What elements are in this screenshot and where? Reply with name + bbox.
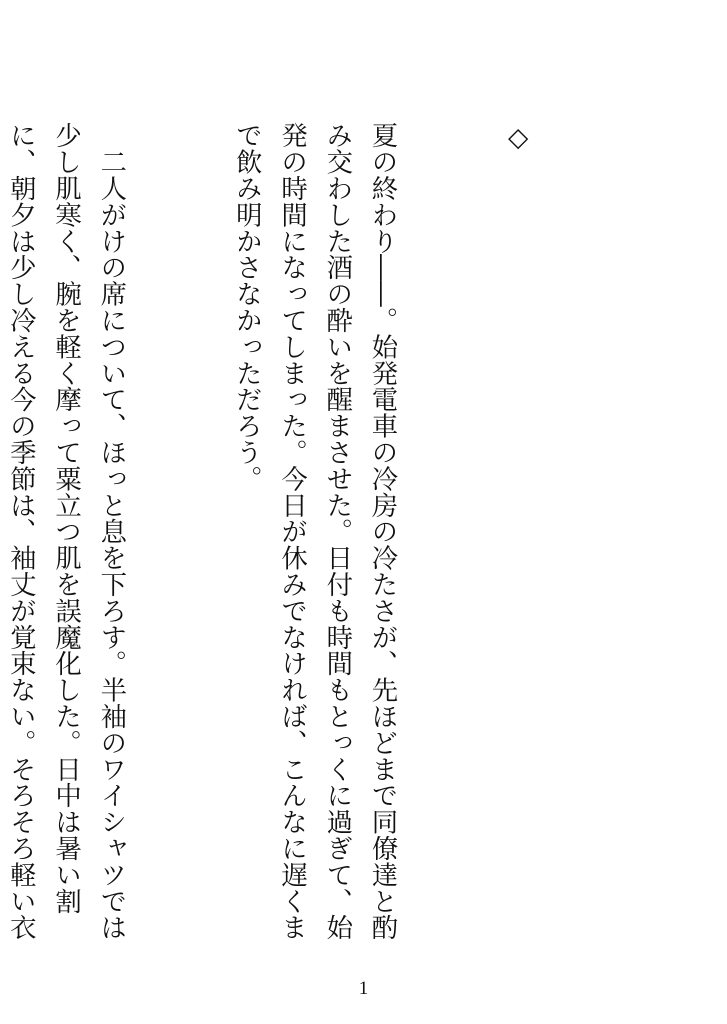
paragraph-1: 夏の終わり――。始発電車の冷房の冷たさが、先ほどまで同僚達と酌み交わした酒の酔いを醒まさせた。日付も時間もとっくに過ぎて、始発の時間になってしまった。今日が休みでなければ、こんなに遅くまで飲み明かさなかっただろう。: [231, 122, 398, 941]
paragraph-2: 二人がけの席について、ほっと息を下ろす。半袖のワイシャツでは少し肌寒く、腕を軽く摩って粟立つ肌を誤魔化した。日中は暑い割に、朝夕は少し冷える今の季節は、袖丈が覚束ない。そろそろ軽い衣: [5, 122, 127, 941]
vertical-text-body: [0, 122, 631, 952]
page-number: 1: [358, 978, 369, 999]
scene-break-marker: ◇: [502, 122, 534, 153]
